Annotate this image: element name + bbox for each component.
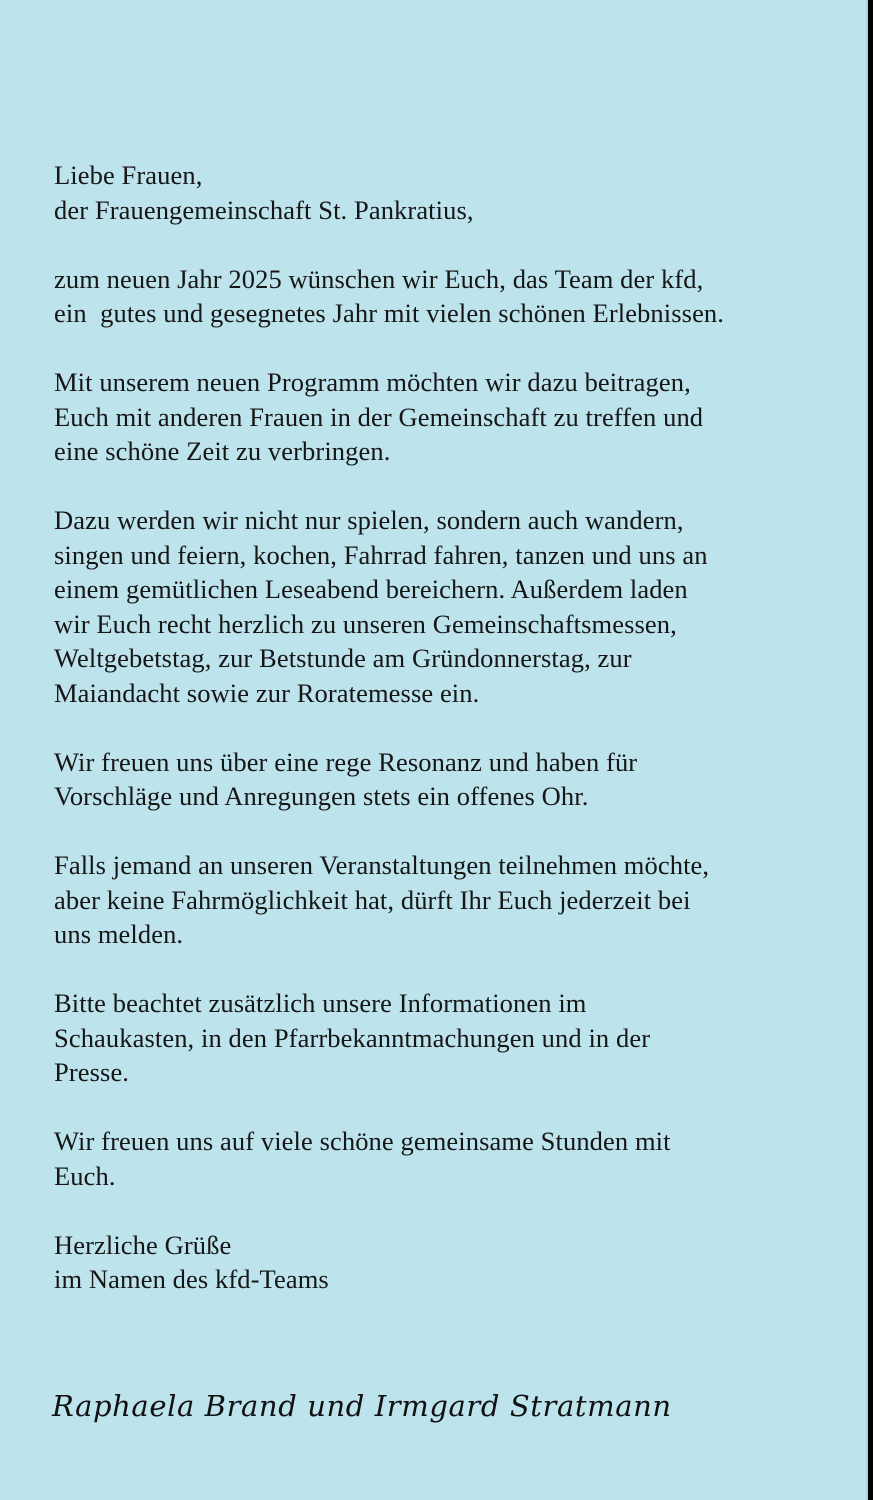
signature: Raphaela Brand und Irmgard Stratmann xyxy=(52,1389,672,1423)
paragraph-line: Wir freuen uns über eine rege Resonanz und haben für xyxy=(54,746,638,777)
paragraph-program xyxy=(54,365,834,469)
paragraph-line: Mit unserem neuen Programm möchten wir dazu beitragen, xyxy=(54,367,691,397)
paragraph-line: Schaukasten, in den Pfarrbekanntmachungen und in der xyxy=(54,1022,651,1053)
paragraph-feedback xyxy=(54,745,834,814)
paragraph-line: Presse. xyxy=(54,1057,130,1087)
paragraph-line: Wir freuen uns auf viele schöne gemeinsame Stunden mit xyxy=(54,1126,671,1156)
closing xyxy=(54,1228,834,1297)
paragraph-line: eine schöne Zeit zu verbringen. xyxy=(54,436,391,466)
paragraph-line: Dazu werden wir nicht nur spielen, sondern auch wandern, xyxy=(54,505,684,535)
paragraph-outlook xyxy=(54,1124,834,1193)
salutation-line: Liebe Frauen, xyxy=(54,160,203,190)
paragraph-line: wir Euch recht herzlich zu unseren Gemeinschaftsmessen, xyxy=(54,608,677,639)
paragraph-line: Euch. xyxy=(54,1160,116,1191)
paragraph-activities xyxy=(54,503,834,710)
paragraph-line: zum neuen Jahr 2025 wünschen wir Euch, das Team der kfd, xyxy=(54,263,704,294)
closing-line: im Namen des kfd-Teams xyxy=(54,1264,329,1294)
closing-line: Herzliche Grüße xyxy=(54,1229,232,1260)
paragraph-line: uns melden. xyxy=(54,919,184,949)
paragraph-transport xyxy=(54,848,834,952)
paragraph-line: Vorschläge und Anregungen stets ein offenes Ohr. xyxy=(54,781,589,811)
paragraph-line: Weltgebetstag, zur Betstunde am Gründonnerstag, zur xyxy=(54,643,632,673)
paragraph-line: Falls jemand an unseren Veranstaltungen teilnehmen möchte, xyxy=(54,850,710,880)
paragraph-line: einem gemütlichen Leseabend bereichern. Außerdem laden xyxy=(54,574,688,604)
paragraph-line: Bitte beachtet zusätzlich unsere Informationen im xyxy=(54,988,587,1018)
paragraph-line: Euch mit anderen Frauen in der Gemeinschaft zu treffen und xyxy=(54,401,704,432)
paragraph-information xyxy=(54,986,834,1090)
paragraph-line: aber keine Fahrmöglichkeit hat, dürft Ihr Euch jederzeit bei xyxy=(54,884,691,915)
paragraph-new-year xyxy=(54,262,834,331)
salutation xyxy=(54,158,834,227)
salutation-line: der Frauengemeinschaft St. Pankratius, xyxy=(54,194,474,225)
letter-body xyxy=(54,158,834,1331)
paragraph-line: ein gutes und gesegnetes Jahr mit vielen schönen Erlebnissen. xyxy=(54,298,725,328)
paragraph-line: singen und feiern, kochen, Fahrrad fahren, tanzen und uns an xyxy=(54,539,708,570)
paragraph-line: Maiandacht sowie zur Roratemesse ein. xyxy=(54,677,480,708)
